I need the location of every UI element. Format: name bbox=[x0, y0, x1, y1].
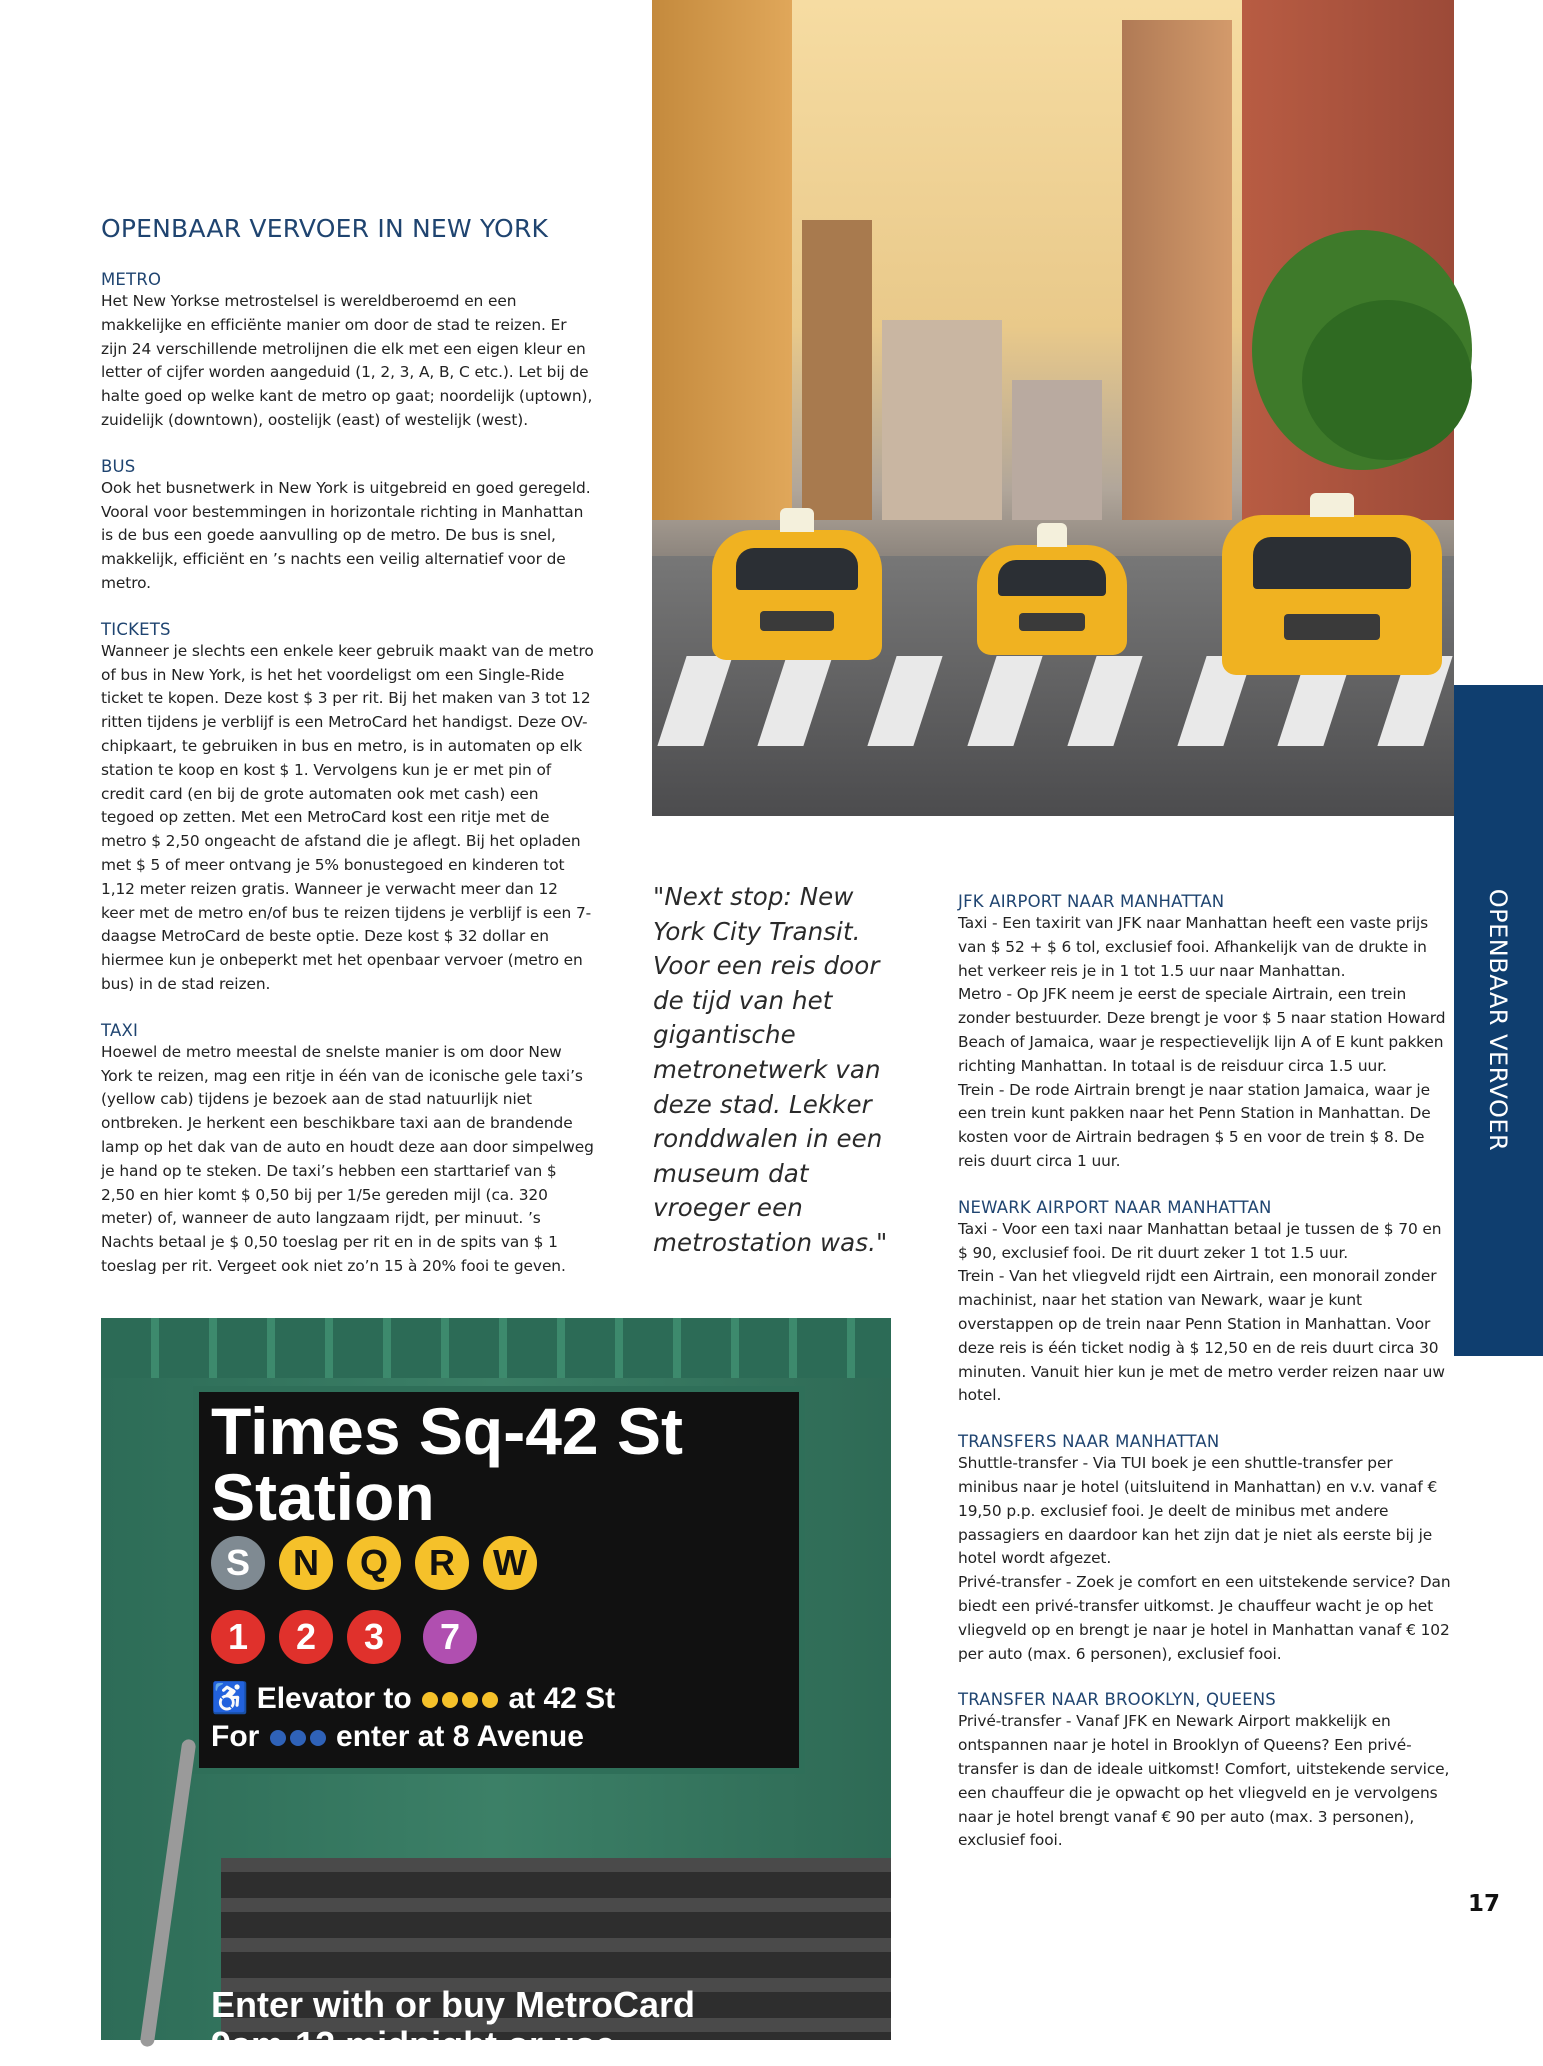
sign-for-a: For bbox=[211, 1720, 260, 1753]
sign-metrocard-line: Enter with or buy MetroCard bbox=[211, 1984, 696, 2025]
section-heading: BUS bbox=[101, 456, 136, 476]
line-bullet-r: R bbox=[415, 1536, 469, 1590]
page-number: 17 bbox=[1468, 1891, 1501, 1917]
sign-elevator-line bbox=[211, 1682, 615, 1716]
section-taxi bbox=[101, 1021, 594, 1279]
sign-elevator-a: Elevator to bbox=[256, 1682, 412, 1715]
section-heading: TRANSFER NAAR BROOKLYN, QUEENS bbox=[958, 1690, 1276, 1710]
section-transfers-manhattan bbox=[958, 1432, 1453, 1666]
section-body: Het New Yorkse metrostelsel is wereldberoemd en een makkelijke en efficiënte manier om door de stad te reizen. Er zijn 24 verschillende metrolijnen die elk met een eigen kleur en letter of cijfer worden aangeduid (1, 2, 3, A, B, C etc.). Let bij de halte goed op welke kant de metro op gaat; noordelijk (uptown), zuidelijk (downtown), oostelijk (east) of westelijk (west). bbox=[101, 292, 593, 429]
sidebar-label: OPENBAAR VERVOER bbox=[1484, 888, 1512, 1152]
section-sidebar-tab bbox=[1454, 685, 1543, 1356]
section-body: Wanneer je slechts een enkele keer gebruik maakt van de metro of bus in New York, is het het voordeligst om een Single-Ride ticket te kopen. Deze kost $ 3 per rit. Bij het maken van 3 tot 12 ritten tijdens je verblijf is een MetroCard het handigst. Deze OV-chipkaart, te gebruiken in bus en metro, is in automaten op elk station te koop en kost $ 1. Vervolgens kun je er met pin of credit card (en bij de grote automaten ook met cash) een tegoed op zetten. Met een MetroCard kost een ritje met de metro $ 2,50 ongeacht de afstand die je aflegt. Bij het opladen met $ 5 of meer ontvang je 5% bonustegoed en kinderen tot 1,12 meter reizen gratis. Wanneer je verwacht meer dan 12 keer met de metro en/of bus te reizen tijdens je verblijf is een 7-daagse MetroCard de beste optie. Deze kost $ 32 dollar en hiermee kun je onbeperkt met het openbaar vervoer (metro en bus) in de stad reizen. bbox=[101, 641, 594, 993]
section-transfer-brooklyn bbox=[958, 1690, 1453, 1853]
section-body: Taxi - Voor een taxi naar Manhattan betaal je tussen de $ 70 en $ 90, exclusief fooi. De rit duurt zeker 1 tot 1.5 uur. Trein - Van het vliegveld rijdt een Airtrain, een monorail zonder machinist, naar het station van Newark, waar je kunt overstappen op de trein naar Penn Station in Manhattan. Voor deze reis is één ticket nodig à $ 12,50 en de reis duurt circa 30 minuten. Vanuit hier kun je met de metro verder reizen naar uw hotel. bbox=[958, 1219, 1445, 1405]
section-body: Shuttle-transfer - Via TUI boek je een shuttle-transfer per minibus naar je hotel (uitsluitend in Manhattan) en v.v. vanaf € 19,50 p.p. exclusief fooi. Je deelt de minibus met andere passagiers en daardoor kan het zijn dat je niet als eerste bij je hotel wordt afgezet. Privé-transfer - Zoek je comfort en een uitstekende service? Dan biedt een privé-transfer uitkomst. Je chauffeur wacht je op het vliegveld op en brengt je naar je hotel in Manhattan vanaf € 102 per auto (max. 6 personen), exclusief fooi. bbox=[958, 1454, 1451, 1663]
line-bullet-3: 3 bbox=[347, 1610, 401, 1664]
taxi-street-photo bbox=[652, 0, 1454, 816]
subway-sign-photo bbox=[101, 1318, 891, 2065]
sign-for-b: enter at 8 Avenue bbox=[336, 1720, 584, 1753]
line-bullet-1: 1 bbox=[211, 1610, 265, 1664]
taxi-cab bbox=[712, 530, 882, 660]
taxi-cab bbox=[977, 545, 1127, 655]
page-title: OPENBAAR VERVOER IN NEW YORK bbox=[101, 214, 549, 243]
left-text-column bbox=[101, 270, 594, 1303]
line-bullet-2: 2 bbox=[279, 1610, 333, 1664]
section-newark bbox=[958, 1198, 1453, 1408]
section-heading: TAXI bbox=[101, 1020, 139, 1040]
pull-quote: "Next stop: New York City Transit. Voor een reis door de tijd van het gigantische metronetwerk van deze stad. Lekker ronddwalen in een museum dat vroeger een metrostation was." bbox=[653, 882, 888, 1257]
sign-for-line bbox=[211, 1720, 584, 1754]
section-body: Hoewel de metro meestal de snelste manier is om door New York te reizen, mag een ritje in één van de iconische gele taxi’s (yellow cab) tijdens je bezoek aan de stad natuurlijk niet ontbreken. Je herkent een beschikbare taxi aan de brandende lamp op het dak van de auto en houdt deze aan door simpelweg je hand op te steken. De taxi’s hebben een starttarief van $ 2,50 en hier komt $ 0,50 bij per 1/5e gereden mijl (ca. 320 meter) of, wanneer de auto langzaam rijdt, per minuut. ’s Nachts betaal je $ 0,50 toeslag per rit en in de spits van $ 1 toeslag per rit. Vergeet ook niet zo’n 15 à 20% fooi te geven. bbox=[101, 1042, 594, 1275]
line-bullet-s: S bbox=[211, 1536, 265, 1590]
section-heading: TICKETS bbox=[101, 619, 171, 639]
section-heading: NEWARK AIRPORT NAAR MANHATTAN bbox=[958, 1197, 1272, 1217]
wheelchair-icon: ♿ bbox=[211, 1682, 249, 1715]
sign-elevator-b: at 42 St bbox=[508, 1682, 616, 1715]
section-body: Privé-transfer - Vanaf JFK en Newark Airport makkelijk en ontspannen naar je hotel in Brooklyn of Queens? Een privé-transfer is dan de ideale uitkomst! Comfort, uitstekende service, een chauffeur die je opwacht op het vliegveld en je vervolgens naar je hotel brengt vanaf € 90 per auto (max. 3 personen), exclusief fooi. bbox=[958, 1712, 1450, 1850]
section-body: Taxi - Een taxirit van JFK naar Manhattan heeft een vaste prijs van $ 52 + $ 6 tol, exclusief fooi. Afhankelijk van de drukte in het verkeer reis je in 1 tot 1.5 uur naar Manhattan. Metro - Op JFK neem je eerst de speciale Airtrain, een trein zonder bestuurder. Deze brengt je voor $ 5 naar station Howard Beach of Jamaica, waar je respectievelijk lijn A of E kunt pakken richting Manhattan. In totaal is de reisduur circa 1.5 uur. Trein - De rode Airtrain brengt je naar station Jamaica, waar je een trein kunt pakken naar het Penn Station in Manhattan. De kosten voor de Airtrain bedragen $ 5 en voor de trein $ 8. De reis duurt circa 1 uur. bbox=[958, 914, 1446, 1170]
sign-metrocard-line2: 9am-12 midnight or use bbox=[211, 2024, 616, 2065]
sign-station-word: Station bbox=[211, 1460, 435, 1534]
section-metro bbox=[101, 270, 594, 433]
section-heading: JFK AIRPORT NAAR MANHATTAN bbox=[958, 892, 1225, 911]
section-body: Ook het busnetwerk in New York is uitgebreid en goed geregeld. Vooral voor bestemmingen in horizontale richting in Manhattan is de bus een goede aanvulling op de metro. De bus is snel, makkelijk, efficiënt en ’s nachts een veilig alternatief voor de metro. bbox=[101, 478, 591, 592]
taxi-cab bbox=[1222, 515, 1442, 675]
section-bus bbox=[101, 457, 594, 596]
right-text-column bbox=[958, 892, 1453, 1877]
line-bullet-w: W bbox=[483, 1536, 537, 1590]
section-tickets bbox=[101, 620, 594, 997]
sign-station-name: Times Sq-42 St bbox=[211, 1394, 683, 1468]
section-heading: METRO bbox=[101, 270, 162, 289]
line-bullet-7: 7 bbox=[423, 1610, 477, 1664]
section-heading: TRANSFERS NAAR MANHATTAN bbox=[958, 1432, 1220, 1452]
line-bullet-n: N bbox=[279, 1536, 333, 1590]
line-bullet-q: Q bbox=[347, 1536, 401, 1590]
section-jfk bbox=[958, 892, 1453, 1174]
